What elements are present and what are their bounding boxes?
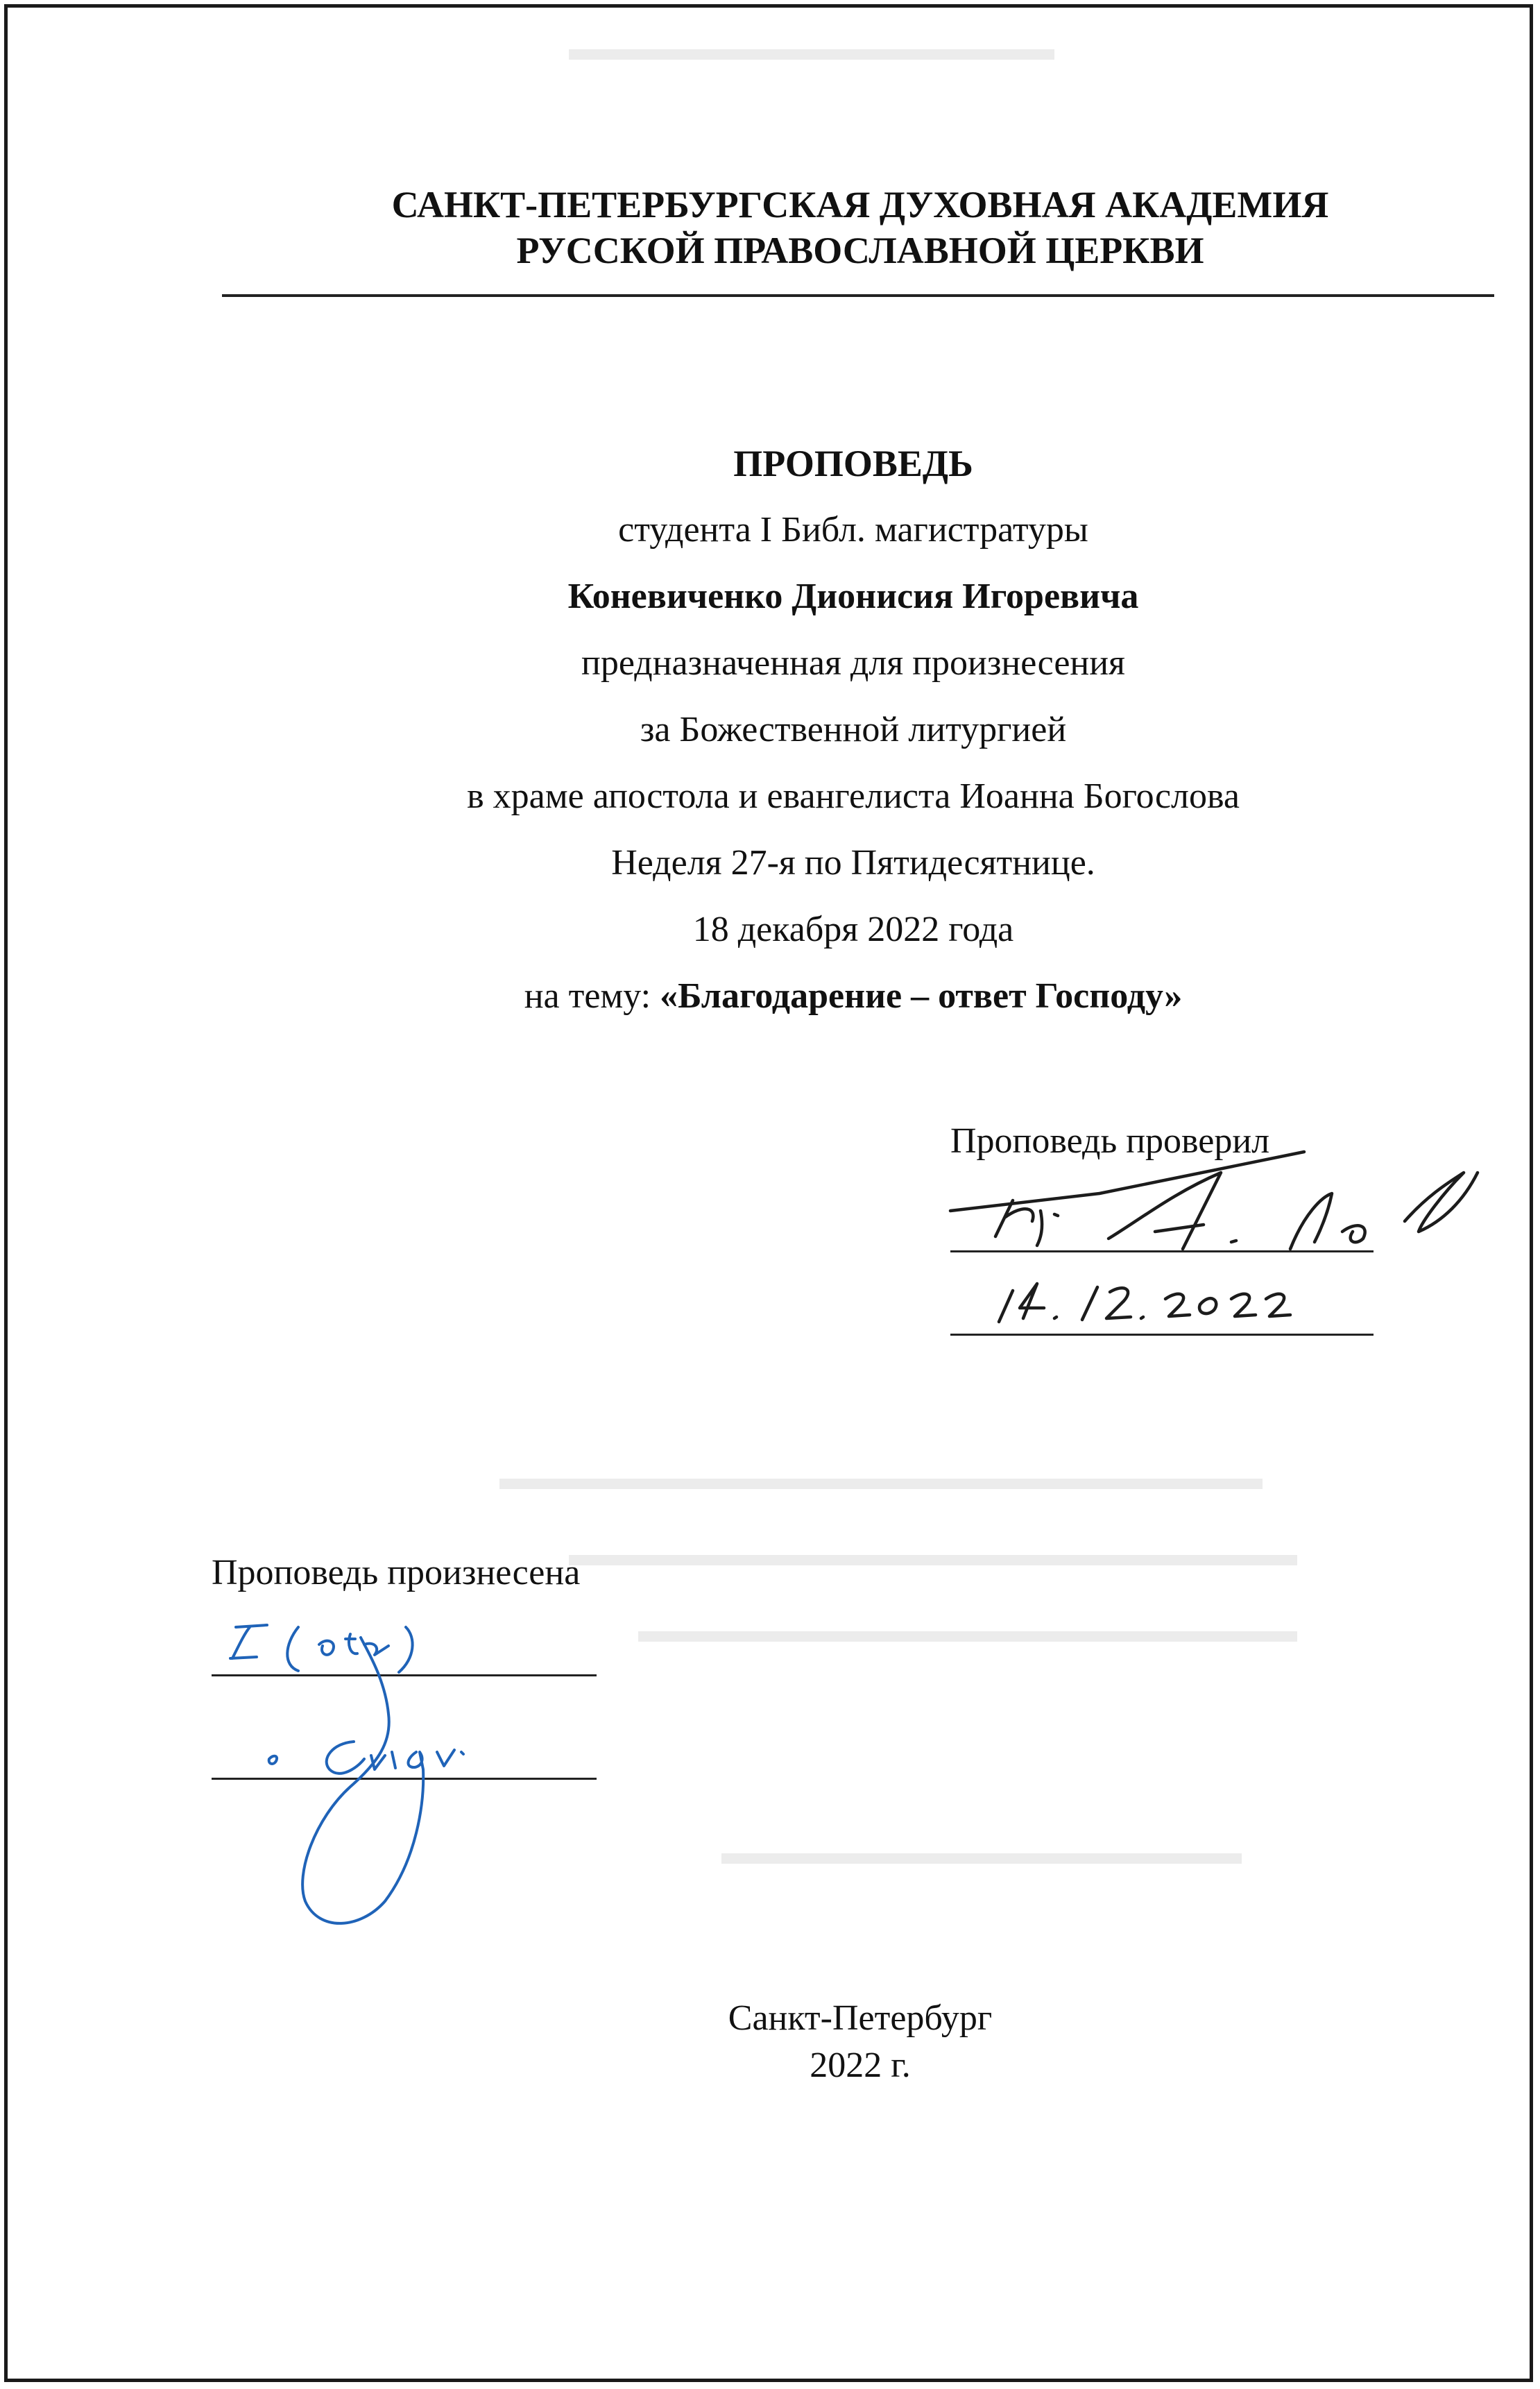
topic-title: «Благодарение – ответ Господу»	[660, 976, 1183, 1016]
checked-signature-line	[950, 1250, 1374, 1252]
delivered-signature-line-1	[212, 1674, 597, 1676]
footer	[555, 1995, 1165, 2089]
year: 2022 г.	[810, 2046, 911, 2085]
checked-label: Проповедь проверил	[950, 1121, 1270, 1161]
document-title: ПРОПОВЕДЬ	[733, 443, 973, 484]
week-line: Неделя 27-я по Пятидесятнице.	[611, 843, 1095, 883]
church-name: РУССКОЙ ПРАВОСЛАВНОЙ ЦЕРКВИ	[516, 230, 1204, 271]
title-block	[229, 430, 1478, 1030]
city: Санкт-Петербург	[728, 1998, 993, 2038]
purpose-line: предназначенная для произнесения	[581, 643, 1125, 683]
student-line: студента I Библ. магистратуры	[618, 510, 1088, 550]
header-divider	[222, 294, 1494, 297]
checked-date-line	[950, 1334, 1374, 1336]
church-line: в храме апостола и евангелиста Иоанна Богослова	[467, 776, 1240, 816]
service-line: за Божественной литургией	[640, 710, 1067, 749]
topic-prefix: на тему:	[524, 976, 651, 1016]
date-line: 18 декабря 2022 года	[692, 910, 1014, 949]
delivered-signature-line-2	[212, 1778, 597, 1780]
institution-name: САНКТ-ПЕТЕРБУРГСКАЯ ДУХОВНАЯ АКАДЕМИЯ	[391, 184, 1329, 226]
topic-line	[229, 963, 1478, 1030]
author-name: Коневиченко Дионисия Игоревича	[567, 577, 1139, 616]
delivered-label: Проповедь произнесена	[212, 1553, 581, 1592]
institution-header	[222, 182, 1498, 273]
